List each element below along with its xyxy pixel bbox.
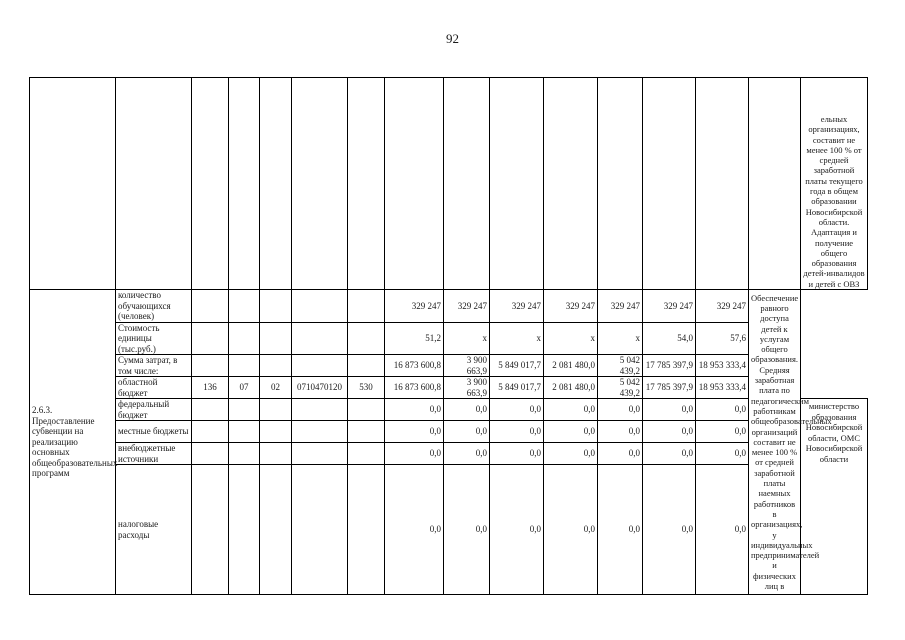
value-cell: 329 247 xyxy=(643,290,696,323)
value-cell: 0,0 xyxy=(490,399,544,421)
value-cell: x xyxy=(598,322,643,355)
value-cell: 18 953 333,4 xyxy=(696,377,749,399)
value-cell: 54,0 xyxy=(643,322,696,355)
table-row xyxy=(30,355,868,377)
value-cell: 0,0 xyxy=(544,421,598,443)
indicator-label: количество обучающихся (человек) xyxy=(116,290,192,323)
indicator-label: местные бюджеты xyxy=(116,421,192,443)
table-row xyxy=(30,443,868,465)
value-cell: 0,0 xyxy=(444,465,490,595)
value-cell: 0,0 xyxy=(696,399,749,421)
value-cell: 0,0 xyxy=(544,465,598,595)
table-row xyxy=(30,322,868,355)
indicator-label: Стоимость единицы (тыс.руб.) xyxy=(116,322,192,355)
value-cell: 0,0 xyxy=(643,421,696,443)
value-cell: 329 247 xyxy=(598,290,643,323)
value-cell: 0,0 xyxy=(598,465,643,595)
value-cell: 51,2 xyxy=(385,322,444,355)
value-cell: 0,0 xyxy=(643,443,696,465)
continuation-row xyxy=(30,78,868,290)
value-cell: 5 042 439,2 xyxy=(598,355,643,377)
value-cell: 0,0 xyxy=(490,465,544,595)
value-cell: 0,0 xyxy=(643,465,696,595)
value-cell: 0,0 xyxy=(598,443,643,465)
page-number: 92 xyxy=(446,31,459,46)
table-row xyxy=(30,465,868,595)
value-cell: 0,0 xyxy=(385,421,444,443)
value-cell: 329 247 xyxy=(385,290,444,323)
value-cell: 0,0 xyxy=(696,421,749,443)
value-cell: 0,0 xyxy=(544,443,598,465)
value-cell: 17 785 397,9 xyxy=(643,377,696,399)
value-cell: 329 247 xyxy=(544,290,598,323)
value-cell: 329 247 xyxy=(444,290,490,323)
value-cell: 0,0 xyxy=(444,399,490,421)
indicator-label: федеральный бюджет xyxy=(116,399,192,421)
value-cell: 329 247 xyxy=(490,290,544,323)
value-cell: 57,6 xyxy=(696,322,749,355)
pr-code: 02 xyxy=(260,377,292,399)
value-cell: 0,0 xyxy=(696,443,749,465)
value-cell: 0,0 xyxy=(385,443,444,465)
executor: министерство образования Новосибирской области, ОМС Новосибирской области xyxy=(801,399,868,595)
value-cell: 0,0 xyxy=(643,399,696,421)
table-row xyxy=(30,290,868,323)
grbs-code: 136 xyxy=(192,377,229,399)
value-cell: 18 953 333,4 xyxy=(696,355,749,377)
indicator-label: областной бюджет xyxy=(116,377,192,399)
value-cell: 2 081 480,0 xyxy=(544,355,598,377)
table-row xyxy=(30,399,868,421)
value-cell: 0,0 xyxy=(598,399,643,421)
measure-name: 2.6.3. Предоставление субвенции на реализацию основных общеобразовательных программ xyxy=(30,290,116,595)
value-cell: 0,0 xyxy=(598,421,643,443)
value-cell: 0,0 xyxy=(696,465,749,595)
value-cell: 0,0 xyxy=(490,443,544,465)
value-cell: 16 873 600,8 xyxy=(385,355,444,377)
table-row xyxy=(30,377,868,399)
indicator-label: налоговые расходы xyxy=(116,465,192,595)
result-text-continued: ельных организациях, составит не менее 100 % от средней заработной платы текущего года в общем образовании Новосибирской области. Адаптация и получение общего образования детей-инвалидов и детей с ОВЗ xyxy=(801,78,868,290)
program-measures-table xyxy=(29,77,868,595)
indicator-label: внебюджетные источники xyxy=(116,443,192,465)
value-cell: x xyxy=(444,322,490,355)
value-cell: 16 873 600,8 xyxy=(385,377,444,399)
value-cell: 2 081 480,0 xyxy=(544,377,598,399)
value-cell: 5 042 439,2 xyxy=(598,377,643,399)
expected-result: Обеспечение равного доступа детей к услугам общего образования. Средняя заработная плата по педагогическим работникам общеобразовательных организаций составит не менее 100 % от средней заработной платы наемных работников в организациях, у индивидуальных предпринимателей и физических лиц в xyxy=(749,290,801,595)
value-cell: 329 247 xyxy=(696,290,749,323)
value-cell: 17 785 397,9 xyxy=(643,355,696,377)
value-cell: x xyxy=(544,322,598,355)
rz-code: 07 xyxy=(229,377,260,399)
value-cell: 0,0 xyxy=(444,443,490,465)
vr-code: 530 xyxy=(348,377,385,399)
value-cell: 0,0 xyxy=(385,465,444,595)
table-row xyxy=(30,421,868,443)
indicator-label: Сумма затрат, в том числе: xyxy=(116,355,192,377)
value-cell: 3 900 663,9 xyxy=(444,355,490,377)
value-cell: 0,0 xyxy=(444,421,490,443)
value-cell: 0,0 xyxy=(544,399,598,421)
csr-code: 0710470120 xyxy=(292,377,348,399)
value-cell: x xyxy=(490,322,544,355)
value-cell: 0,0 xyxy=(385,399,444,421)
value-cell: 3 900 663,9 xyxy=(444,377,490,399)
value-cell: 5 849 017,7 xyxy=(490,355,544,377)
value-cell: 0,0 xyxy=(490,421,544,443)
value-cell: 5 849 017,7 xyxy=(490,377,544,399)
